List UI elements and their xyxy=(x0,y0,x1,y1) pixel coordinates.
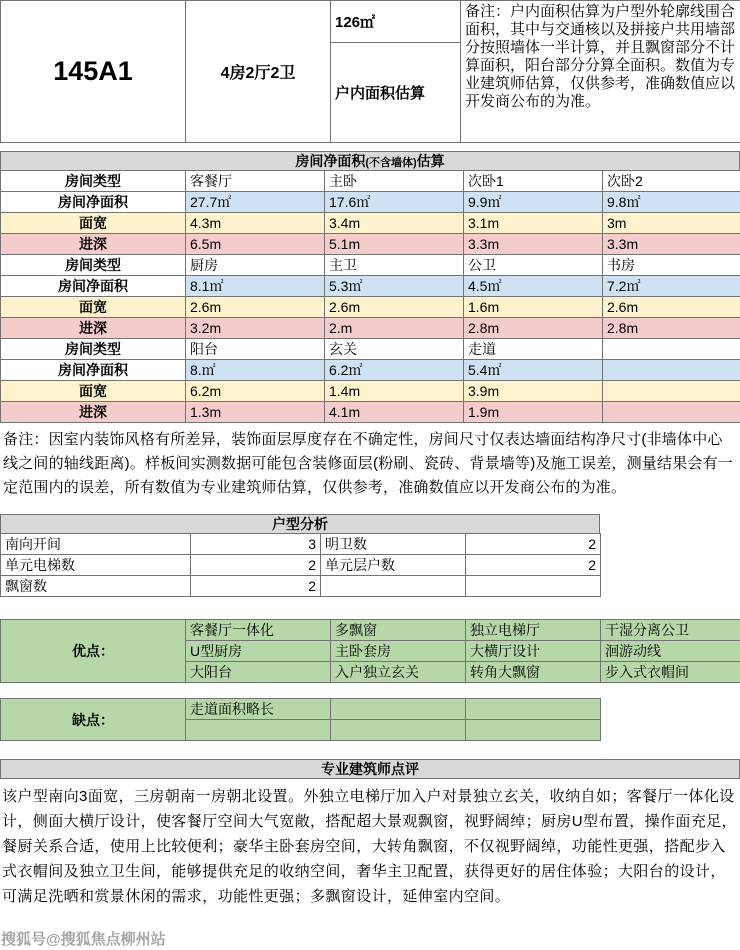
row-label-area: 房间净面积 xyxy=(1,276,186,297)
room-width-cell: 2.6m xyxy=(186,297,325,318)
cons-item xyxy=(331,699,466,720)
row-label-depth: 进深 xyxy=(1,234,186,255)
analysis-label: 飘窗数 xyxy=(1,576,191,597)
room-type-cell: 主卫 xyxy=(325,255,464,276)
room-depth-cell: 5.1m xyxy=(325,234,464,255)
analysis-label: 明卫数 xyxy=(321,534,466,555)
cons-item xyxy=(466,720,601,741)
analysis-value: 2 xyxy=(191,555,321,576)
pros-item: 大横厅设计 xyxy=(466,641,601,662)
pros-label: 优点： xyxy=(1,620,186,683)
row-label-type: 房间类型 xyxy=(1,255,186,276)
unit-code: 145A1 xyxy=(1,1,186,143)
architect-review-text: 该户型南向3面宽，三房朝南一房朝北设置。外独立电梯厅加入户对景独立玄关，收纳自如；客餐厅一体化设计，侧面大横厅设计，使客餐厅空间大气宽敞，搭配超大景观飘窗，视野阔绰；厨房U型布置，操作面充足，餐厨关系合适，使用上比较便利；豪华主卧套房空间，大转角飘窗，不仅视野阔绰，功能性更强，搭配步入式衣帽间及独立卫生间，能够提供充足的收纳空间，奢华主卫配置，获得更好的居住体验；大阳台的设计，可满足洗晒和赏景休闲的需求，功能性更强；多飘窗设计，延伸室内空间。 xyxy=(2,788,738,905)
unit-layout: 4房2厅2卫 xyxy=(186,1,331,143)
room-area-cell: 7.2㎡ xyxy=(603,276,740,297)
section-title-main: 房间净面积 xyxy=(295,153,366,169)
analysis-value: 3 xyxy=(191,534,321,555)
analysis-section-title: 户型分析 xyxy=(0,514,600,534)
room-width-cell: 1.4m xyxy=(325,381,464,402)
room-depth-cell: 6.5m xyxy=(186,234,325,255)
pros-item: 步入式衣帽间 xyxy=(601,662,740,683)
area-estimate-label: 户内面积估算 xyxy=(331,43,461,143)
pros-table xyxy=(0,619,740,683)
row-label-type: 房间类型 xyxy=(1,339,186,360)
room-width-cell: 2.6m xyxy=(325,297,464,318)
room-area-cell: 9.8㎡ xyxy=(603,192,740,213)
room-width-cell xyxy=(603,381,740,402)
section-title-small: (不含墙体) xyxy=(365,157,417,169)
pros-item: 转角大飘窗 xyxy=(466,662,601,683)
room-area-cell: 4.5㎡ xyxy=(464,276,603,297)
room-area-section-title xyxy=(0,151,740,171)
room-width-cell: 3.4m xyxy=(325,213,464,234)
review-section-title: 专业建筑师点评 xyxy=(0,759,740,779)
cons-item xyxy=(331,720,466,741)
row-label-width: 面宽 xyxy=(1,213,186,234)
room-width-cell: 3m xyxy=(603,213,740,234)
analysis-row xyxy=(1,576,601,597)
analysis-label xyxy=(321,576,466,597)
room-depth-cell: 2.8m xyxy=(464,318,603,339)
cons-item: 走道面积略长 xyxy=(186,699,331,720)
room-depth-cell: 4.1m xyxy=(325,402,464,423)
measurement-note: 备注：因室内装饰风格有所差异，装饰面层厚度存在不确定性，房间尺寸仅表达墙面结构净尺寸(非墙体中心线之间的轴线距离)。样板间实测数据可能包含装修面层(粉刷、瓷砖、背景墙等)及施工误差，测量结果会有一定范围内的误差，所有数值为专业建筑师估算，仅供参考，准确数值应以开发商公布的为准。 xyxy=(3,431,733,496)
unit-area: 126㎡ xyxy=(331,1,461,43)
section-title-tail: 估算 xyxy=(416,153,445,169)
room-width-cell: 4.3m xyxy=(186,213,325,234)
room-depth-cell: 3.2m xyxy=(186,318,325,339)
pros-item: 干湿分离公卫 xyxy=(601,620,740,641)
room-type-cell: 次卧2 xyxy=(603,171,740,192)
pros-item: U型厨房 xyxy=(186,641,331,662)
cons-table xyxy=(0,698,601,741)
row-label-width: 面宽 xyxy=(1,297,186,318)
row-label-depth: 进深 xyxy=(1,318,186,339)
room-area-cell: 9.9㎡ xyxy=(464,192,603,213)
room-area-cell: 8.1㎡ xyxy=(186,276,325,297)
pros-item: 大阳台 xyxy=(186,662,331,683)
room-depth-cell: 2.m xyxy=(325,318,464,339)
room-type-cell: 厨房 xyxy=(186,255,325,276)
room-area-cell: 27.7㎡ xyxy=(186,192,325,213)
room-depth-cell xyxy=(603,402,740,423)
room-depth-cell: 2.8m xyxy=(603,318,740,339)
analysis-label: 单元电梯数 xyxy=(1,555,191,576)
room-type-cell: 客餐厅 xyxy=(186,171,325,192)
room-depth-cell: 1.3m xyxy=(186,402,325,423)
room-area-cell: 5.3㎡ xyxy=(325,276,464,297)
room-width-cell: 3.1m xyxy=(464,213,603,234)
cons-label: 缺点： xyxy=(1,699,186,741)
room-type-cell xyxy=(603,339,740,360)
row-label-area: 房间净面积 xyxy=(1,360,186,381)
analysis-label: 单元层户数 xyxy=(321,555,466,576)
room-type-cell: 次卧1 xyxy=(464,171,603,192)
room-type-cell: 玄关 xyxy=(325,339,464,360)
room-depth-cell: 3.3m xyxy=(603,234,740,255)
pros-item: 入户独立玄关 xyxy=(331,662,466,683)
room-area-cell: 5.4㎡ xyxy=(464,360,603,381)
room-width-cell: 6.2m xyxy=(186,381,325,402)
room-area-cell: 6.2㎡ xyxy=(325,360,464,381)
row-label-area: 房间净面积 xyxy=(1,192,186,213)
room-area-table xyxy=(0,170,740,423)
row-label-depth: 进深 xyxy=(1,402,186,423)
room-type-cell: 阳台 xyxy=(186,339,325,360)
pros-item: 独立电梯厅 xyxy=(466,620,601,641)
row-label-width: 面宽 xyxy=(1,381,186,402)
pros-item: 洄游动线 xyxy=(601,641,740,662)
room-width-cell: 2.6m xyxy=(603,297,740,318)
row-label-type: 房间类型 xyxy=(1,171,186,192)
cons-item xyxy=(466,699,601,720)
room-type-cell: 走道 xyxy=(464,339,603,360)
watermark-text: 搜狐号@搜狐焦点柳州站 xyxy=(1,931,166,948)
room-type-cell: 公卫 xyxy=(464,255,603,276)
room-width-cell: 1.6m xyxy=(464,297,603,318)
analysis-value: 2 xyxy=(466,534,601,555)
header-table xyxy=(0,0,740,143)
analysis-table xyxy=(0,533,601,597)
pros-item: 多飘窗 xyxy=(331,620,466,641)
room-depth-cell: 3.3m xyxy=(464,234,603,255)
analysis-row xyxy=(1,555,601,576)
room-type-cell: 主卧 xyxy=(325,171,464,192)
analysis-value: 2 xyxy=(466,555,601,576)
pros-item: 客餐厅一体化 xyxy=(186,620,331,641)
room-area-cell: 8.㎡ xyxy=(186,360,325,381)
room-width-cell: 3.9m xyxy=(464,381,603,402)
room-area-cell xyxy=(603,360,740,381)
analysis-value xyxy=(466,576,601,597)
room-type-cell: 书房 xyxy=(603,255,740,276)
analysis-row xyxy=(1,534,601,555)
analysis-label: 南向开间 xyxy=(1,534,191,555)
pros-item: 主卧套房 xyxy=(331,641,466,662)
header-note: 备注：户内面积估算为户型外轮廓线围合面积，其中与交通核以及拼接户共用墙部分按照墙体一半计算，并且飘窗部分不计算面积，阳台部分分算全面积。数值为专业建筑师估算，仅供参考，准确数值应以开发商公布的为准。 xyxy=(461,1,740,143)
room-depth-cell: 1.9m xyxy=(464,402,603,423)
room-area-cell: 17.6㎡ xyxy=(325,192,464,213)
analysis-value: 2 xyxy=(191,576,321,597)
cons-item xyxy=(186,720,331,741)
